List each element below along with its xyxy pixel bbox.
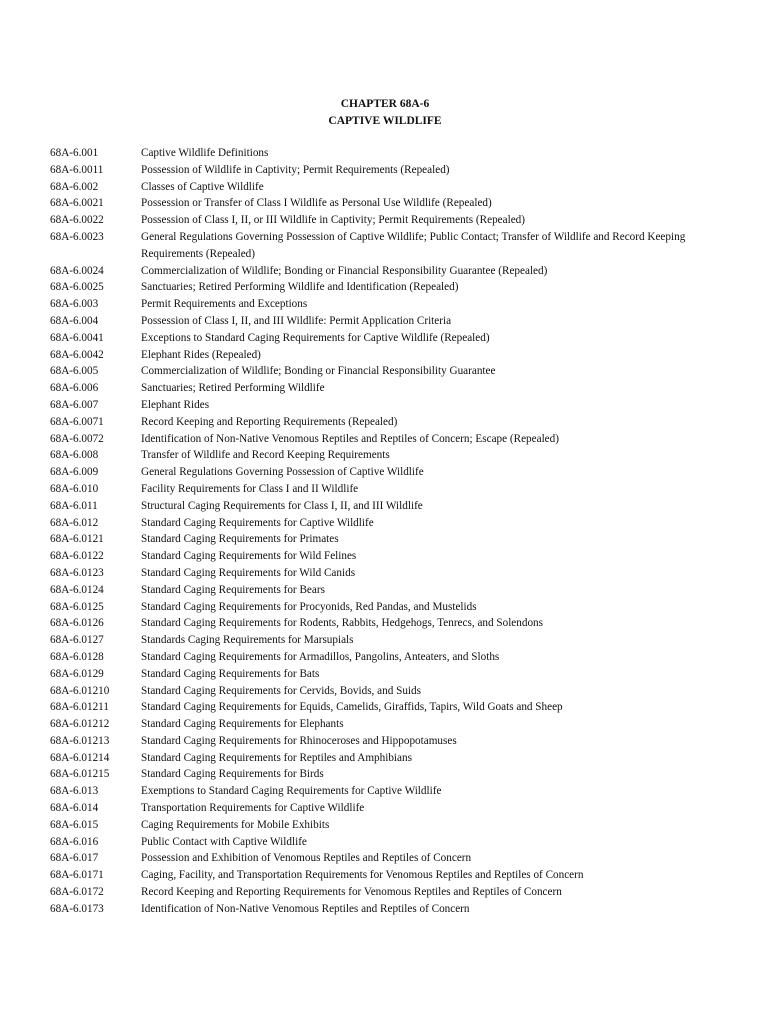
rule-row xyxy=(50,531,730,548)
rule-row xyxy=(50,766,730,783)
rule-row xyxy=(50,313,730,330)
rule-title: Record Keeping and Reporting Requirements (Repealed) xyxy=(141,415,398,428)
rule-number: 68A-6.008 xyxy=(50,449,99,462)
rule-row xyxy=(50,363,730,380)
rule-title: Commercialization of Wildlife; Bonding or Financial Responsibility Guarantee xyxy=(141,365,496,378)
rule-title: Standard Caging Requirements for Equids, Camelids, Giraffids, Tapirs, Wild Goats and Sheep xyxy=(141,701,563,714)
rule-row xyxy=(50,750,730,767)
rule-title: Structural Caging Requirements for Class I, II, and III Wildlife xyxy=(141,499,423,512)
rule-row xyxy=(50,380,730,397)
rule-title: Transportation Requirements for Captive Wildlife xyxy=(141,802,365,815)
rule-row xyxy=(50,599,730,616)
rule-row xyxy=(50,263,730,280)
rule-number: 68A-6.0122 xyxy=(50,550,104,563)
rule-number: 68A-6.0126 xyxy=(50,617,104,630)
chapter-number: CHAPTER 68A-6 xyxy=(340,98,430,110)
rule-title: Commercialization of Wildlife; Bonding or Financial Responsibility Guarantee (Repealed) xyxy=(141,264,548,277)
rule-row xyxy=(50,296,730,313)
rule-title: Standard Caging Requirements for Rhinoceroses and Hippopotamuses xyxy=(141,734,457,747)
rule-row xyxy=(50,330,730,347)
rule-row xyxy=(50,582,730,599)
rule-row xyxy=(50,162,730,179)
rule-title: Permit Requirements and Exceptions xyxy=(141,298,308,311)
rule-number: 68A-6.0129 xyxy=(50,667,104,680)
rule-title: Standard Caging Requirements for Captive Wildlife xyxy=(141,516,374,529)
rule-row xyxy=(50,850,730,867)
rule-index xyxy=(50,145,730,918)
rule-number: 68A-6.01212 xyxy=(50,718,110,731)
rule-title: Sanctuaries; Retired Performing Wildlife and Identification (Repealed) xyxy=(141,281,459,294)
rule-title: Standard Caging Requirements for Cervids, Bovids, and Suids xyxy=(141,684,421,697)
rule-number: 68A-6.0024 xyxy=(50,264,104,277)
rule-title: Possession of Class I, II, or III Wildlife in Captivity; Permit Requirements (Repealed) xyxy=(141,214,526,227)
rule-number: 68A-6.0173 xyxy=(50,902,104,915)
rule-number: 68A-6.0171 xyxy=(50,869,104,882)
rule-row xyxy=(50,195,730,212)
rule-row xyxy=(50,397,730,414)
rule-row xyxy=(50,834,730,851)
rule-number: 68A-6.0125 xyxy=(50,600,104,613)
rule-row xyxy=(50,347,730,364)
rule-title: Record Keeping and Reporting Requirements for Venomous Reptiles and Reptiles of Concern xyxy=(141,886,562,899)
rule-number: 68A-6.017 xyxy=(50,852,99,865)
rule-row xyxy=(50,145,730,162)
rule-title: Possession and Exhibition of Venomous Reptiles and Reptiles of Concern xyxy=(141,852,472,865)
rule-number: 68A-6.01214 xyxy=(50,751,110,764)
rule-row xyxy=(50,447,730,464)
rule-number: 68A-6.009 xyxy=(50,466,99,479)
rule-title: Exemptions to Standard Caging Requirements for Captive Wildlife xyxy=(141,785,442,798)
rule-title: Standard Caging Requirements for Wild Felines xyxy=(141,550,357,563)
rule-number: 68A-6.0172 xyxy=(50,886,104,899)
rule-title: Standard Caging Requirements for Bats xyxy=(141,667,320,680)
rule-row xyxy=(50,229,730,263)
rule-title: Standards Caging Requirements for Marsupials xyxy=(141,634,354,647)
chapter-title: CAPTIVE WILDLIFE xyxy=(328,115,442,127)
rule-row xyxy=(50,414,730,431)
rule-row xyxy=(50,800,730,817)
rule-row xyxy=(50,867,730,884)
rule-row xyxy=(50,783,730,800)
rule-title: Possession of Wildlife in Captivity; Permit Requirements (Repealed) xyxy=(141,163,450,176)
rule-title: Standard Caging Requirements for Bears xyxy=(141,583,325,596)
rule-row xyxy=(50,615,730,632)
rule-title: Standard Caging Requirements for Armadillos, Pangolins, Anteaters, and Sloths xyxy=(141,650,500,663)
rule-title: Identification of Non-Native Venomous Reptiles and Reptiles of Concern xyxy=(141,902,470,915)
rule-title: Standard Caging Requirements for Primates xyxy=(141,533,339,546)
rule-number: 68A-6.001 xyxy=(50,147,99,159)
rule-title: Possession or Transfer of Class I Wildlife as Personal Use Wildlife (Repealed) xyxy=(141,197,492,210)
rule-row xyxy=(50,901,730,918)
rule-title: Elephant Rides (Repealed) xyxy=(141,348,261,361)
rule-number: 68A-6.01215 xyxy=(50,768,110,781)
rule-number: 68A-6.01210 xyxy=(50,684,110,697)
rule-row xyxy=(50,666,730,683)
rule-number: 68A-6.015 xyxy=(50,818,99,831)
rule-row xyxy=(50,817,730,834)
rule-number: 68A-6.002 xyxy=(50,180,99,193)
rule-title: Possession of Class I, II, and III Wildlife: Permit Application Criteria xyxy=(141,314,452,327)
rule-number: 68A-6.0071 xyxy=(50,415,104,428)
rule-title: Sanctuaries; Retired Performing Wildlife xyxy=(141,382,325,395)
rule-title: Exceptions to Standard Caging Requirements for Captive Wildlife (Repealed) xyxy=(141,331,490,344)
rule-row xyxy=(50,649,730,666)
rule-row xyxy=(50,716,730,733)
rule-number: 68A-6.006 xyxy=(50,382,99,395)
rule-row xyxy=(50,431,730,448)
rule-number: 68A-6.0022 xyxy=(50,214,104,227)
rule-title: Standard Caging Requirements for Elephants xyxy=(141,718,344,731)
rule-title: General Regulations Governing Possession of Captive Wildlife xyxy=(141,466,424,479)
rule-number: 68A-6.012 xyxy=(50,516,99,529)
rule-title: Standard Caging Requirements for Wild Canids xyxy=(141,566,356,579)
rule-title: Public Contact with Captive Wildlife xyxy=(141,835,307,848)
rule-number: 68A-6.01213 xyxy=(50,734,110,747)
rule-number: 68A-6.01211 xyxy=(50,701,109,714)
rule-title: Identification of Non-Native Venomous Reptiles and Reptiles of Concern; Escape (Repealed) xyxy=(141,432,559,445)
rule-title: Facility Requirements for Class I and II Wildlife xyxy=(141,482,359,495)
rule-title: Transfer of Wildlife and Record Keeping Requirements xyxy=(141,449,390,462)
rule-title: General Regulations Governing Possession of Captive Wildlife; Public Contact; Transfer of Wildlife and Record Keeping Requirements (Repealed) xyxy=(141,230,686,260)
rule-row xyxy=(50,212,730,229)
rule-row xyxy=(50,464,730,481)
rule-title: Standard Caging Requirements for Rodents, Rabbits, Hedgehogs, Tenrecs, and Solendons xyxy=(141,617,544,630)
rule-number: 68A-6.0011 xyxy=(50,163,104,176)
rule-row xyxy=(50,699,730,716)
rule-title: Standard Caging Requirements for Reptiles and Amphibians xyxy=(141,751,412,764)
rule-number: 68A-6.0021 xyxy=(50,197,104,210)
rule-row xyxy=(50,683,730,700)
rule-row xyxy=(50,548,730,565)
rule-number: 68A-6.0025 xyxy=(50,281,104,294)
rule-row xyxy=(50,515,730,532)
rule-title: Standard Caging Requirements for Procyonids, Red Pandas, and Mustelids xyxy=(141,600,477,613)
rule-title: Elephant Rides xyxy=(141,398,210,411)
rule-number: 68A-6.010 xyxy=(50,482,99,495)
rule-row xyxy=(50,733,730,750)
rule-title: Caging Requirements for Mobile Exhibits xyxy=(141,818,330,831)
rule-row xyxy=(50,179,730,196)
rule-number: 68A-6.0042 xyxy=(50,348,104,361)
rule-number: 68A-6.003 xyxy=(50,298,99,311)
rule-row xyxy=(50,884,730,901)
rule-number: 68A-6.005 xyxy=(50,365,99,378)
rule-row xyxy=(50,632,730,649)
rule-number: 68A-6.0041 xyxy=(50,331,104,344)
rule-number: 68A-6.014 xyxy=(50,802,99,815)
rule-number: 68A-6.016 xyxy=(50,835,99,848)
rule-row xyxy=(50,481,730,498)
rule-title: Captive Wildlife Definitions xyxy=(141,147,269,159)
rule-number: 68A-6.007 xyxy=(50,398,99,411)
rule-number: 68A-6.0121 xyxy=(50,533,104,546)
rule-number: 68A-6.0123 xyxy=(50,566,104,579)
rule-number: 68A-6.0023 xyxy=(50,230,104,243)
rule-row xyxy=(50,498,730,515)
rule-number: 68A-6.011 xyxy=(50,499,98,512)
rule-number: 68A-6.013 xyxy=(50,785,99,798)
rule-row xyxy=(50,565,730,582)
rule-row xyxy=(50,279,730,296)
rule-number: 68A-6.004 xyxy=(50,314,99,327)
rule-title: Standard Caging Requirements for Birds xyxy=(141,768,324,781)
rule-number: 68A-6.0124 xyxy=(50,583,104,596)
rule-number: 68A-6.0072 xyxy=(50,432,104,445)
rule-number: 68A-6.0127 xyxy=(50,634,104,647)
rule-title: Classes of Captive Wildlife xyxy=(141,180,264,193)
rule-number: 68A-6.0128 xyxy=(50,650,104,663)
rule-title: Caging, Facility, and Transportation Requirements for Venomous Reptiles and Reptiles of Concern xyxy=(141,869,584,882)
